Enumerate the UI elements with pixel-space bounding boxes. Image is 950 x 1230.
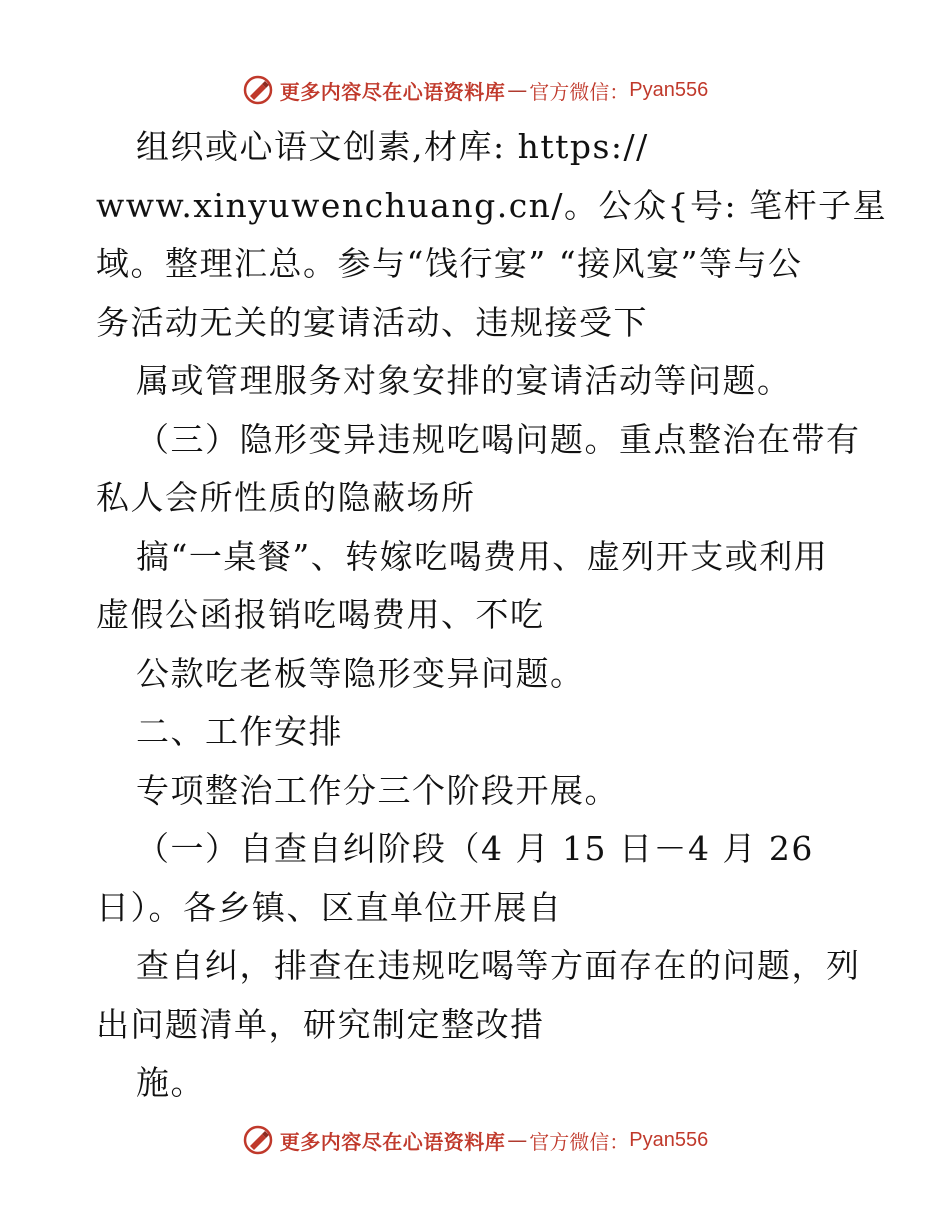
body-line: 私人会所性质的隐蔽场所 [96, 478, 476, 517]
body-line: 虚假公函报销吃喝费用、不吃 [96, 595, 545, 634]
body-line: （一）自查自纠阶段（4 月 15 日－4 月 26 [136, 829, 814, 868]
footer-wechat-id: Pyan556 [629, 1128, 709, 1151]
brand-logo-icon [242, 74, 274, 106]
header-banner [0, 70, 950, 110]
body-line: （三）隐形变异违规吃喝问题。重点整治在带有 [136, 419, 861, 459]
footer-wechat-label: 官方微信： [529, 1129, 630, 1154]
document-body [96, 118, 888, 1113]
body-line: 施。 [136, 1063, 205, 1102]
body-line: 属或管理服务对象安排的宴请活动等问题。 [136, 361, 792, 400]
header-separator: — [507, 78, 528, 102]
header-wechat-label: 官方微信： [529, 79, 630, 104]
body-line: www.xinyuwenchuang.cn/。公众{号: 笔杆子星 [96, 185, 888, 225]
body-line: 公款吃老板等隐形变异问题。 [136, 653, 585, 693]
body-line: 查自纠，排查在违规吃喝等方面存在的问题，列 [136, 946, 861, 985]
body-line: 组织或心语文创素,材库: https:// [136, 127, 649, 166]
header-main-text: 更多内容尽在心语资料库 [279, 79, 506, 104]
body-line: 务活动无关的宴请活动、违规接受下 [96, 302, 648, 342]
body-line: 二、工作安排 [136, 712, 343, 751]
body-line: 日）。各乡镇、区直单位开展自 [96, 887, 563, 927]
body-line: 专项整治工作分三个阶段开展。 [136, 770, 619, 810]
body-line: 域。整理汇总。参与“饯行宴” “接风宴”等与公 [96, 244, 803, 283]
brand-logo-icon [242, 1124, 274, 1156]
footer-separator: — [507, 1128, 528, 1152]
header-wechat-id: Pyan556 [629, 78, 709, 101]
footer-banner [0, 1120, 950, 1160]
body-line: 搞“一桌餐”、转嫁吃喝费用、虚列开支或利用 [136, 536, 829, 576]
body-line: 出问题清单，研究制定整改措 [96, 1004, 545, 1044]
footer-main-text: 更多内容尽在心语资料库 [279, 1129, 506, 1154]
